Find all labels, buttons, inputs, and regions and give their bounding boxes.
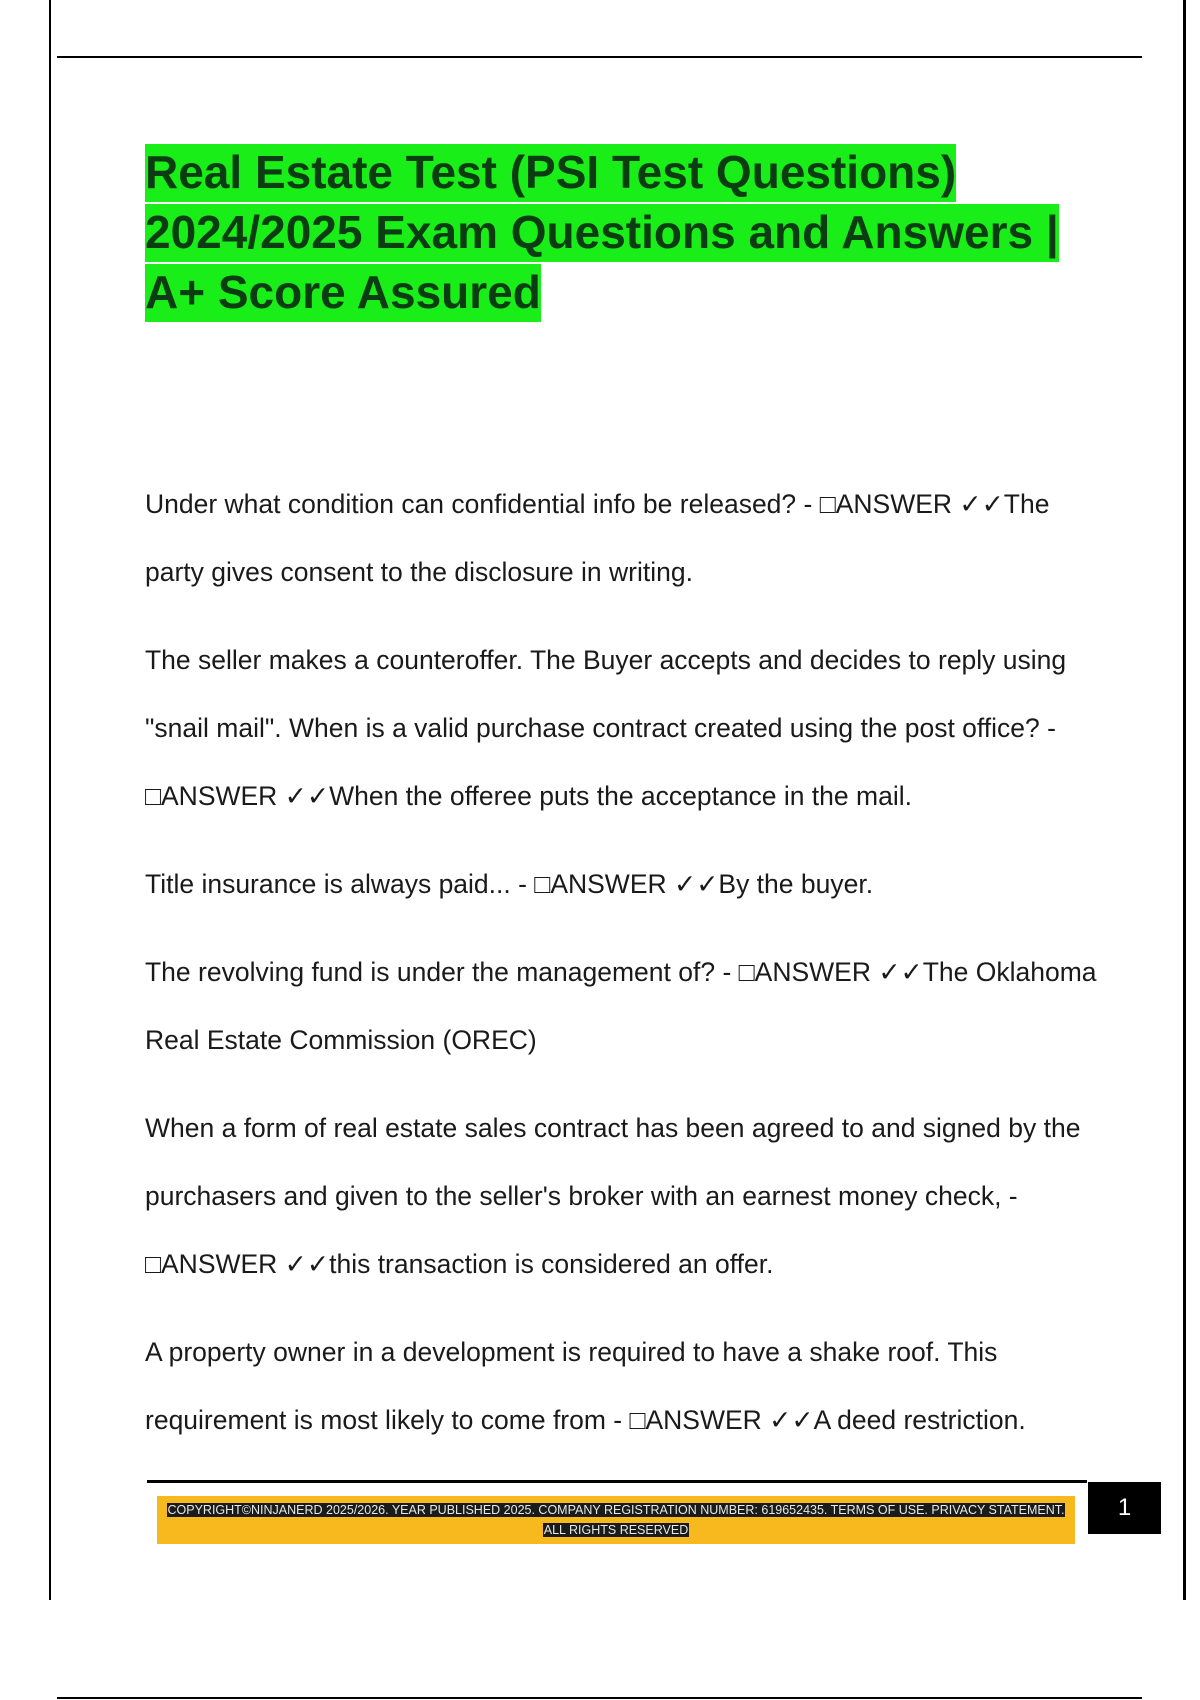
qa-item: The seller makes a counteroffer. The Buyer accepts and decides to reply using "snail mail". When is a valid purchase contract created using the post office? - □ANSWER ✓✓When the offeree puts the acceptance in the mail.: [145, 645, 1067, 811]
page-number: 1: [1088, 1482, 1161, 1534]
bottom-rule: [57, 1697, 1142, 1699]
top-rule: [57, 56, 1142, 58]
document-title-text: Real Estate Test (PSI Test Questions) 2024/2025 Exam Questions and Answers | A+ Score Assured: [145, 144, 1059, 322]
qa-item: The revolving fund is under the management of? - □ANSWER ✓✓The Oklahoma Real Estate Commission (OREC): [145, 957, 1097, 1055]
page-border-left: [49, 0, 51, 1600]
footer-copyright: [161, 1500, 1071, 1540]
qa-item: A property owner in a development is required to have a shake roof. This requirement is most likely to come from - □ANSWER ✓✓A deed restriction.: [145, 1337, 1026, 1435]
footer-rule: [147, 1480, 1087, 1483]
document-title: [145, 142, 1105, 322]
qa-list: [145, 470, 1100, 1474]
qa-item: When a form of real estate sales contract has been agreed to and signed by the purchasers and given to the seller's broker with an earnest money check, - □ANSWER ✓✓this transaction is considered an offer.: [145, 1113, 1081, 1279]
qa-item: Under what condition can confidential info be released? - □ANSWER ✓✓The party gives consent to the disclosure in writing.: [145, 489, 1050, 587]
qa-item: Title insurance is always paid... - □ANSWER ✓✓By the buyer.: [145, 869, 874, 899]
footer-copyright-text: COPYRIGHT©NINJANERD 2025/2026. YEAR PUBLISHED 2025. COMPANY REGISTRATION NUMBER: 619652435. TERMS OF USE. PRIVACY STATEMENT. ALL RIGHTS RESERVED: [167, 1503, 1065, 1537]
footer-copyright-bar: [157, 1496, 1075, 1544]
page-border-right: [1183, 0, 1186, 1600]
